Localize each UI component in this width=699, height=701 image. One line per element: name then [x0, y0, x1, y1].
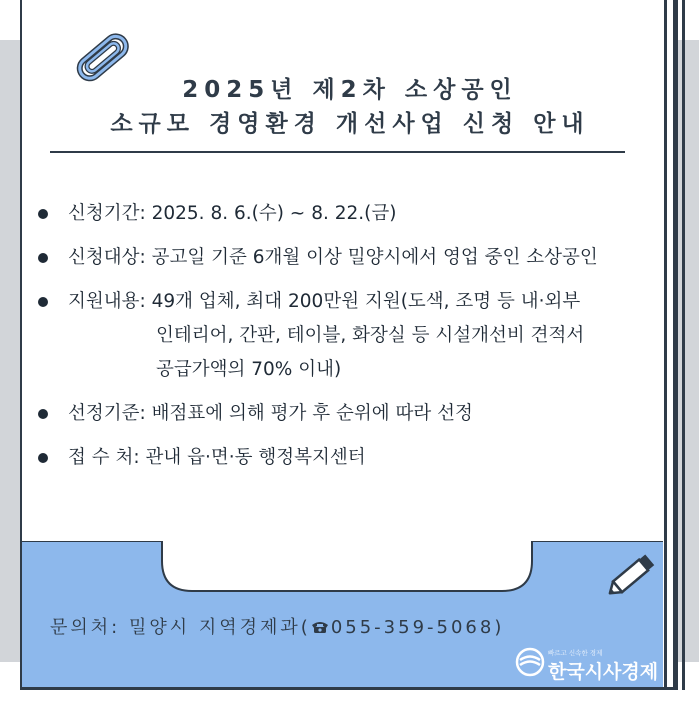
bullet-icon — [38, 209, 48, 219]
item-text: 선정기준: 배점표에 의해 평가 후 순위에 따라 선정 — [68, 403, 473, 424]
pencil-icon — [604, 550, 660, 602]
item-text-continued: 인테리어, 간판, 테이블, 화장실 등 시설개선비 견적서 — [156, 325, 585, 346]
info-list — [36, 197, 656, 485]
rail-line — [664, 0, 667, 690]
list-item — [36, 197, 656, 231]
item-text-continued: 공급가액의 70% 이내) — [156, 359, 342, 380]
list-item — [36, 285, 656, 387]
watermark-brand: 한국시사경제 — [548, 661, 659, 683]
title-line-1: 2025년 제2차 소상공인 — [182, 77, 518, 103]
contact-info — [50, 613, 504, 639]
item-text: 지원내용: 49개 업체, 최대 200만원 지원(도색, 조명 등 내·외부 — [68, 291, 581, 312]
list-item — [36, 397, 656, 431]
list-item — [36, 241, 656, 275]
contact-label: 문의처: 밀양시 지역경제과( — [50, 617, 311, 638]
title-divider — [50, 151, 625, 153]
bullet-icon — [38, 297, 48, 307]
list-item — [36, 441, 656, 475]
card-side-rails — [664, 0, 698, 690]
contact-phone: 055-359-5068 — [330, 617, 495, 638]
contact-close: ) — [494, 617, 505, 638]
phone-icon — [311, 620, 329, 634]
watermark-logo-icon — [515, 647, 545, 677]
title-line-2: 소규모 경영환경 개선사업 신청 안내 — [110, 111, 590, 137]
bullet-icon — [38, 453, 48, 463]
bullet-icon — [38, 253, 48, 263]
rail-line — [682, 0, 685, 690]
rail-line — [673, 0, 676, 690]
item-text: 신청대상: 공고일 기준 6개월 이상 밀양시에서 영업 중인 소상공인 — [68, 247, 598, 268]
bullet-icon — [38, 409, 48, 419]
watermark-tagline: 빠르고 신속한 경제 — [548, 649, 603, 657]
page-title — [40, 73, 660, 141]
item-text: 신청기간: 2025. 8. 6.(수) ~ 8. 22.(금) — [68, 203, 397, 224]
item-text: 접 수 처: 관내 읍·면·동 행정복지센터 — [68, 447, 366, 468]
